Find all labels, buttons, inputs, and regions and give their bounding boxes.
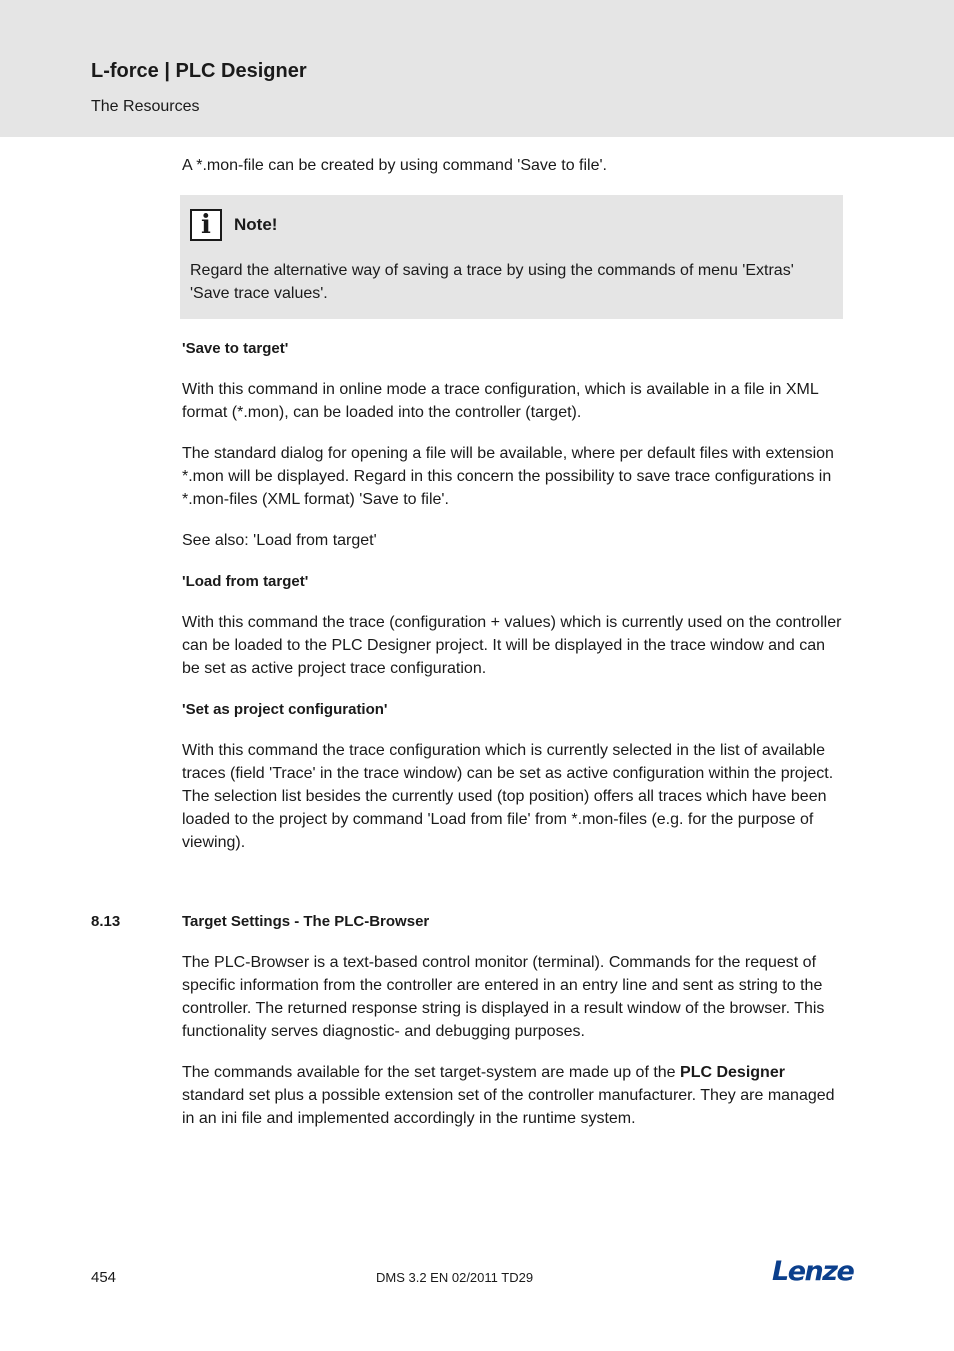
header-title: L-force | PLC Designer: [91, 60, 307, 82]
paragraph: The PLC-Browser is a text-based control monitor (terminal). Commands for the request of specific information from the controller are entered in an entry line and sent as string to the controller. The returned response string is displayed in a result window of the browser. This functionality serves diagnostic- and debugging purposes.: [182, 954, 825, 1040]
heading-save-to-target: 'Save to target': [182, 340, 289, 357]
chapter-heading: [91, 910, 844, 933]
chapter-title: Target Settings - The PLC-Browser: [182, 913, 430, 930]
header-subtitle: The Resources: [91, 98, 200, 115]
heading-load-from-target: 'Load from target': [182, 573, 309, 590]
chapter-number: 8.13: [91, 913, 121, 930]
paragraph: With this command the trace (configuration + values) which is currently used on the controller can be loaded to the PLC Designer project. It will be displayed in the trace window and can be set as active project trace configuration.: [182, 614, 842, 677]
intro-paragraph: A *.mon-file can be created by using command 'Save to file'.: [182, 157, 607, 174]
heading-set-as-project-configuration: 'Set as project configuration': [182, 701, 388, 718]
note-body: Regard the alternative way of saving a trace by using the commands of menu 'Extras' 'Save trace values'.: [190, 262, 794, 302]
lenze-logo: Lenze: [772, 1256, 854, 1287]
bold-term: PLC Designer: [680, 1064, 785, 1081]
document-id: DMS 3.2 EN 02/2011 TD29: [376, 1270, 534, 1285]
note-box: [180, 195, 843, 319]
page-content: [91, 154, 844, 1148]
paragraph: The standard dialog for opening a file will be available, where per default files with extension *.mon will be displayed. Regard in this concern the possibility to save trace configurations in *.mon-files (XML format) 'Save to file'.: [182, 445, 834, 508]
text-run: standard set plus a possible extension set of the controller manufacturer. They are managed in an ini file and implemented accordingly in the runtime system.: [182, 1087, 835, 1127]
note-title: Note!: [234, 215, 278, 234]
paragraph: With this command the trace configuration which is currently selected in the list of available traces (field 'Trace' in the trace window) can be set as active configuration within the project. The selection list besides the currently used (top position) offers all traces which have been loaded to the project by command 'Load from file' from *.mon-files (e.g. for the purpose of viewing).: [182, 742, 834, 851]
paragraph: With this command in online mode a trace configuration, which is available in a file in XML format (*.mon), can be loaded into the controller (target).: [182, 381, 819, 421]
see-also-paragraph: See also: 'Load from target': [182, 532, 377, 549]
info-icon: i: [190, 209, 222, 241]
page-number: 454: [91, 1269, 117, 1286]
text-run: The commands available for the set target-system are made up of the: [182, 1064, 681, 1081]
note-header: [180, 209, 843, 241]
page-header: [0, 0, 954, 137]
paragraph: [182, 1061, 844, 1130]
